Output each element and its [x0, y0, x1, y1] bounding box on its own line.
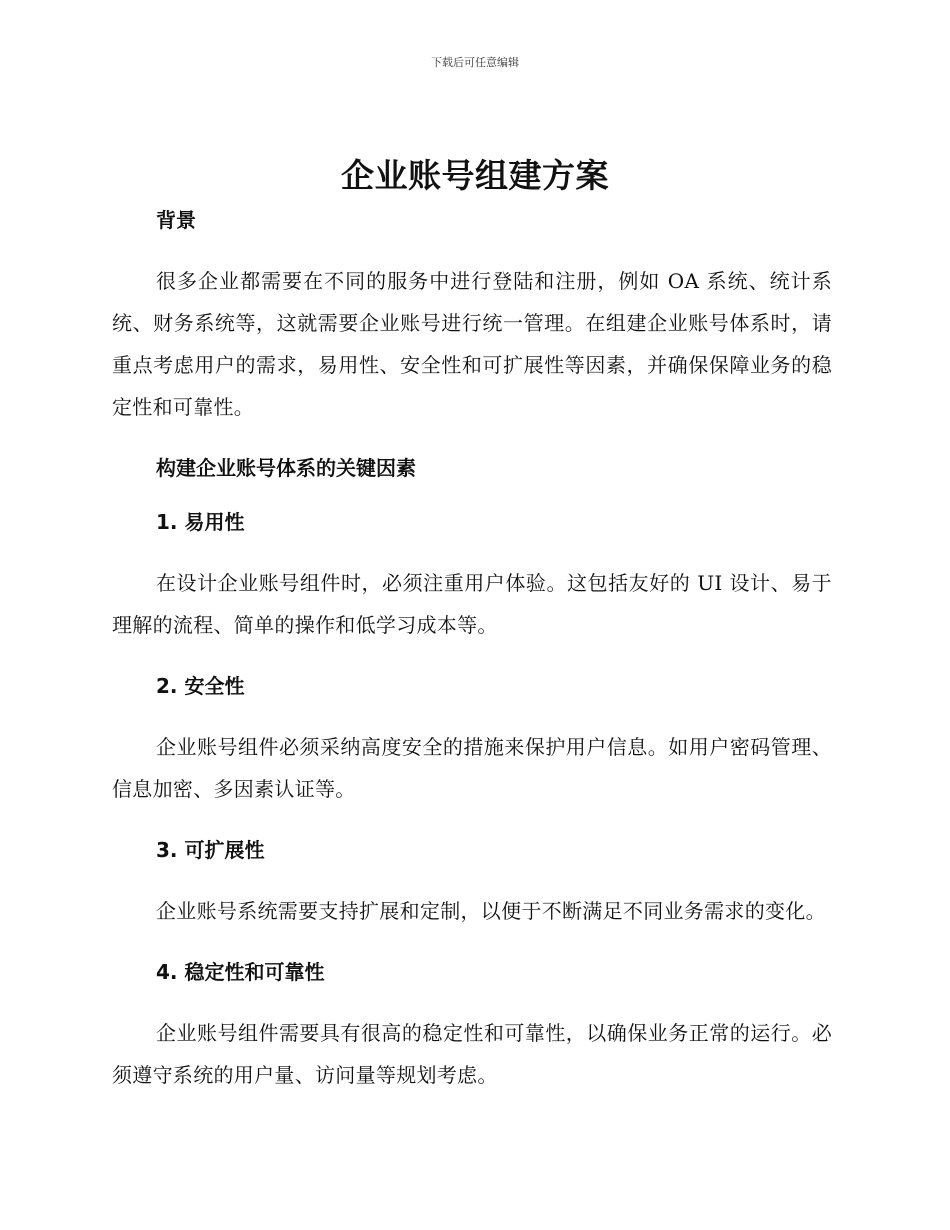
section-text-usability: 在设计企业账号组件时，必须注重用户体验。这包括友好的 UI 设计、易于理解的流程、简单的操作和低学习成本等。	[112, 571, 832, 637]
section-text-stability: 企业账号组件需要具有很高的稳定性和可靠性，以确保业务正常的运行。必须遵守系统的用户量、访问量等规划考虑。	[112, 1021, 832, 1087]
section-heading-background: 背景	[156, 208, 196, 232]
section-heading-security: 2. 安全性	[156, 674, 245, 698]
section-heading-key-factors: 构建企业账号体系的关键因素	[156, 456, 416, 480]
document-body	[112, 206, 832, 1096]
document-title: 企业账号组建方案	[341, 156, 609, 195]
section-heading-scalability: 3. 可扩展性	[156, 838, 265, 862]
header-note: 下载后可任意编辑	[431, 56, 519, 69]
section-heading-stability: 4. 稳定性和可靠性	[156, 960, 325, 984]
section-text-background: 很多企业都需要在不同的服务中进行登陆和注册，例如 OA 系统、统计系统、财务系统等，这就需要企业账号进行统一管理。在组建企业账号体系时，请重点考虑用户的需求，易用性、安全性和可扩展性等因素，并确保保障业务的稳定性和可靠性。	[112, 269, 832, 419]
section-heading-usability: 1. 易用性	[156, 510, 245, 534]
section-text-security: 企业账号组件必须采纳高度安全的措施来保护用户信息。如用户密码管理、信息加密、多因素认证等。	[112, 735, 832, 801]
section-text-scalability: 企业账号系统需要支持扩展和定制，以便于不断满足不同业务需求的变化。	[156, 899, 826, 923]
